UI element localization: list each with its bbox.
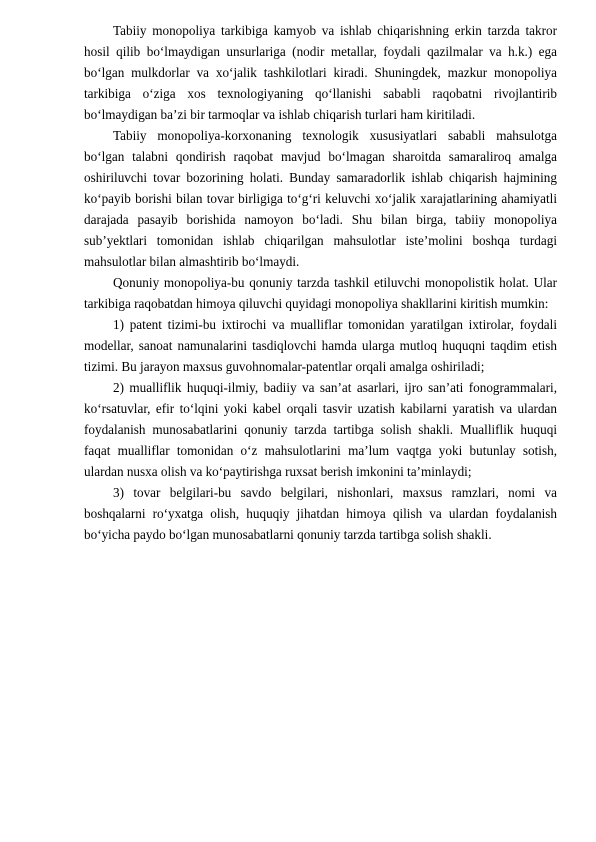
list-item-trademarks: 3) tovar belgilari-bu savdo belgilari, nishonlari, maxsus ramzlari, nomi va boshqalarni ro‘yxatga olish, huquqiy jihatdan himoya qilish va ulardan foydalanish bo‘yicha paydo bo‘lgan munosabatlarni qonuniy tarzda tartibga solish shakli.	[84, 485, 557, 542]
list-item-patent-system: 1) patent tizimi-bu ixtirochi va mualliflar tomonidan yaratilgan ixtirolar, foydali modellar, sanoat namunalarini tasdiqlovchi hamda ularga mutloq huquqni taqdim etish tizimi. Bu jarayon maxsus guvohnomalar-patentlar orqali amalga oshiriladi;	[84, 317, 557, 374]
paragraph-natural-monopoly-composition: Tabiiy monopoliya tarkibiga kamyob va ishlab chiqarishning erkin tarzda takror hosil qilib bo‘lmaydigan unsurlariga (nodir metallar, foydali qazilmalar va h.k.) ega bo‘lgan mulkdorlar va xo‘jalik tashkilotlari kiradi. Shuningdek, mazkur monopoliya tarkibiga o‘ziga xos texnologiyaning qo‘llanishi sababli raqobatni rivojlantirib bo‘lmaydigan ba’zi bir tarmoqlar va ishlab chiqarish turlari ham kiritiladi.	[84, 23, 557, 122]
list-item-copyright: 2) mualliflik huquqi-ilmiy, badiiy va san’at asarlari, ijro san’ati fonogrammalari, ko‘rsatuvlar, efir to‘lqini yoki kabel orqali tasvir uzatish kabilarni yaratish va ulardan foydalanish munosabatlarini qonuniy tarzda tartibga solish shakli. Mualliflik huquqi faqat mualliflar tomonidan o‘z mahsulotlarini ma’lum vaqtga yoki butunlay sotish, ulardan nusxa olish va ko‘paytirishga ruxsat berish imkonini ta’minlaydi;	[84, 380, 557, 479]
document-page	[84, 20, 557, 545]
paragraph-natural-monopoly-definition: Tabiiy monopoliya-korxonaning texnologik xususiyatlari sababli mahsulotga bo‘lgan talabni qondirish raqobat mavjud bo‘lmagan sharoitda samaraliroq amalga oshiriluvchi tovar bozorining holati. Bunday samaradorlik ishlab chiqarish hajmining ko‘payib borishi bilan tovar birligiga to‘g‘ri keluvchi xo‘jalik xarajatlarining ahamiyatli darajada pasayib borishida namoyon bo‘ladi. Shu bilan birga, tabiiy monopoliya sub’yektlari tomonidan ishlab chiqarilgan mahsulotlar iste’molini boshqa turdagi mahsulotlar bilan almashtirib bo‘lmaydi.	[84, 128, 557, 269]
paragraph-legal-monopoly-definition: Qonuniy monopoliya-bu qonuniy tarzda tashkil etiluvchi monopolistik holat. Ular tarkibiga raqobatdan himoya qiluvchi quyidagi monopoliya shakllarini kiritish mumkin:	[84, 275, 557, 311]
